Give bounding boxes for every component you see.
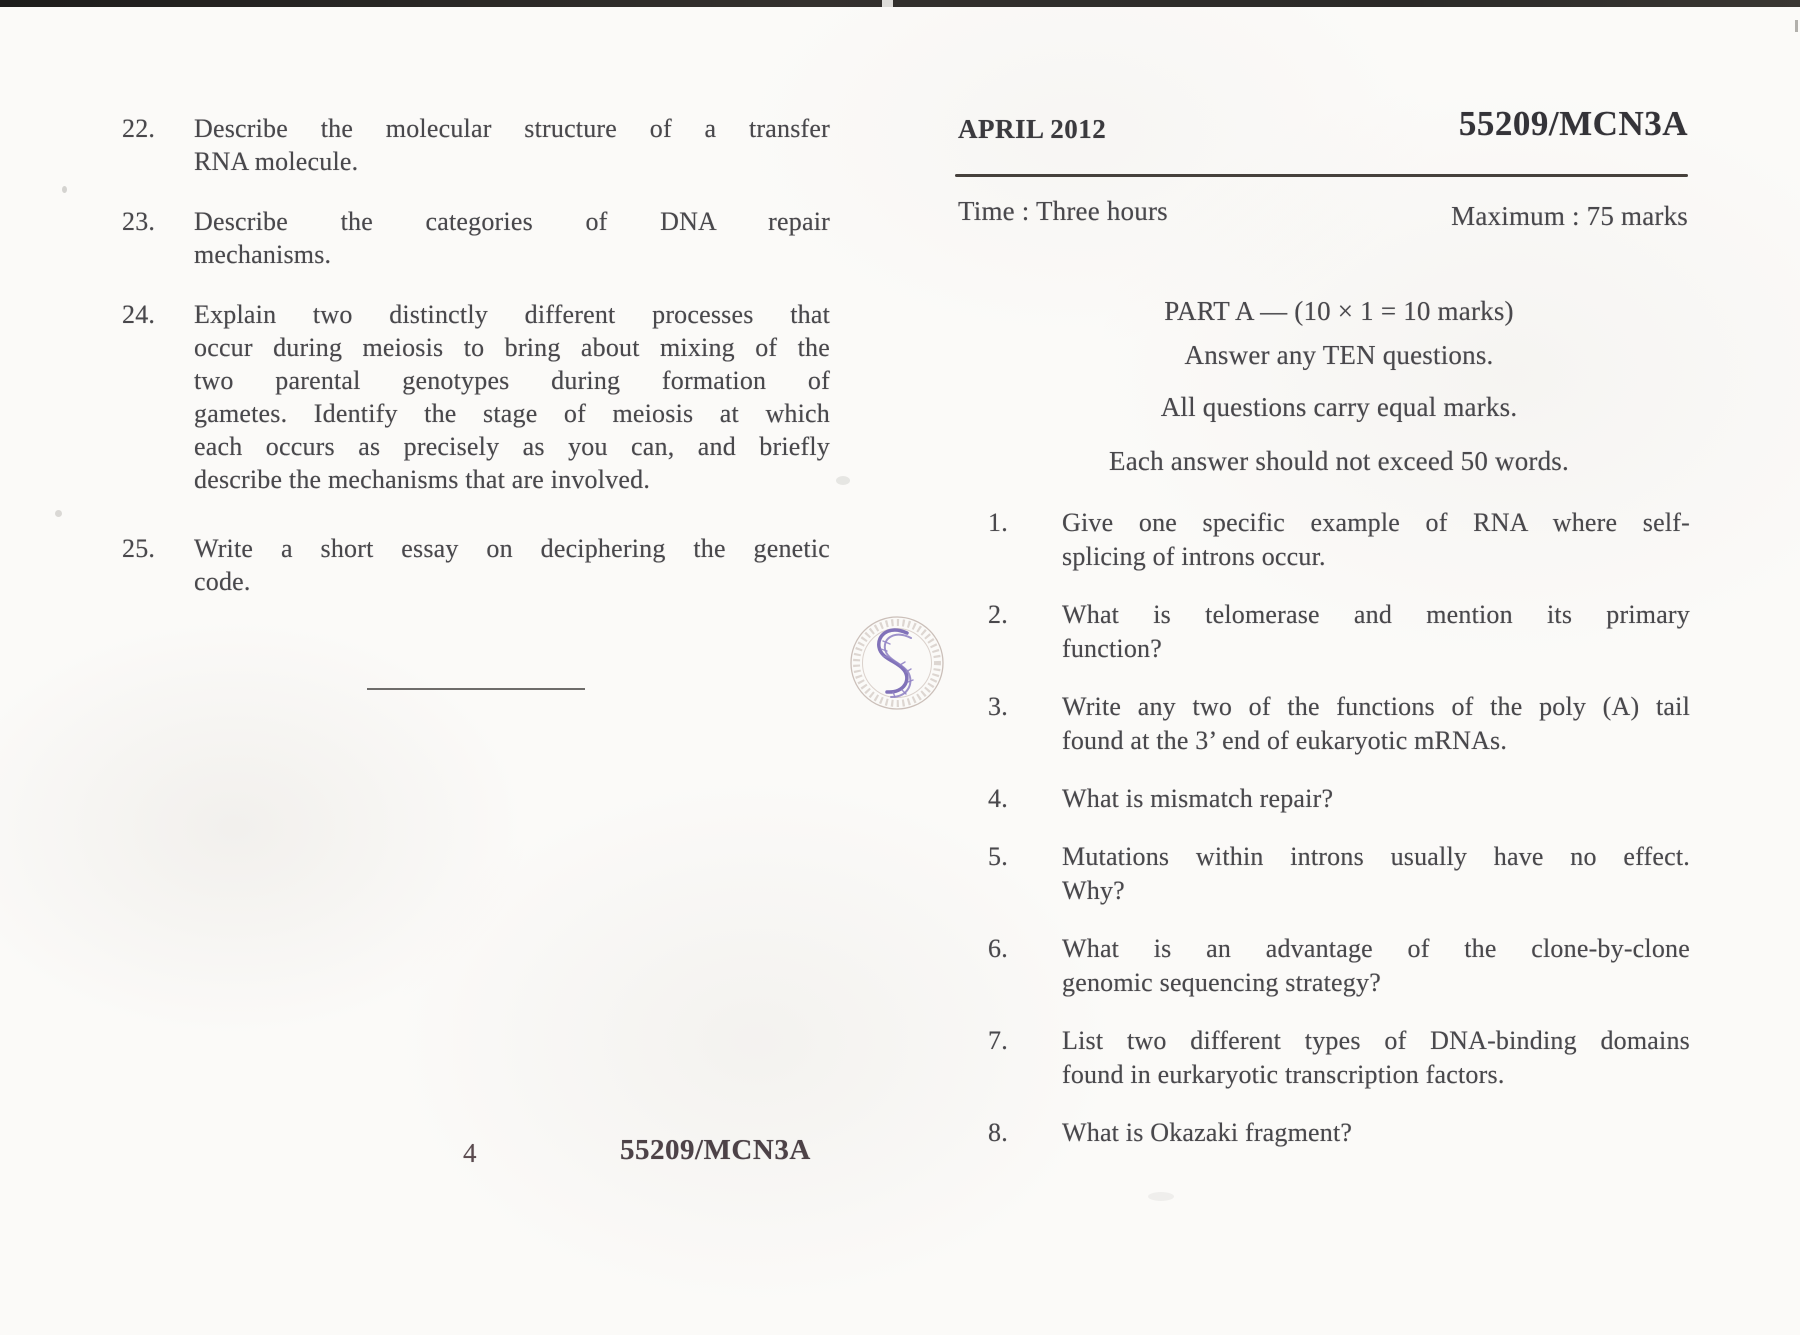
right-page-questions (988, 506, 1690, 1174)
question-text-line: Write any two of the functions of the poly (A) tail (1062, 692, 1690, 721)
question-item (988, 840, 1690, 908)
part-a-heading: PART A — (10 × 1 = 10 marks) (1164, 296, 1514, 326)
question-number: 2. (988, 600, 1008, 629)
question-text (1062, 1024, 1690, 1092)
question-text-line: Give one specific example of RNA where self- (1062, 508, 1690, 537)
time-allowed: Time : Three hours (958, 196, 1168, 226)
question-text-line: mechanisms. (194, 240, 332, 269)
question-text-line: Describe the molecular structure of a transfer (194, 114, 830, 143)
question-text (1062, 1116, 1690, 1150)
question-text-line: code. (194, 567, 251, 596)
question-number: 24. (122, 300, 156, 329)
question-item (988, 1116, 1690, 1150)
maximum-marks: Maximum : 75 marks (1451, 201, 1688, 231)
paper-code: 55209/MCN3A (1458, 104, 1688, 143)
scan-edge-tick (1795, 20, 1798, 32)
question-text-line: What is telomerase and mention its primary (1062, 600, 1690, 629)
question-number: 3. (988, 692, 1008, 721)
question-text-line: Explain two distinctly different processes that (194, 300, 830, 329)
question-text-line: describe the mechanisms that are involved. (194, 465, 651, 494)
scan-edge-bar-notch (882, 0, 893, 7)
page-number: 4 (463, 1138, 477, 1168)
scan-speck (55, 510, 62, 517)
question-text (194, 205, 830, 271)
footer-paper-code: 55209/MCN3A (620, 1134, 811, 1166)
question-text-line: gametes. Identify the stage of meiosis at which (194, 399, 830, 428)
question-item (988, 690, 1690, 758)
part-a-instruction: All questions carry equal marks. (1160, 392, 1518, 422)
section-separator-line (367, 688, 585, 690)
question-text-line: splicing of introns occur. (1062, 542, 1326, 571)
question-item (122, 112, 830, 178)
question-text (1062, 782, 1690, 816)
question-item (122, 205, 830, 271)
question-text-line: Mutations within introns usually have no effect. (1062, 842, 1690, 871)
question-number: 22. (122, 114, 156, 143)
dna-helix-seal-stamp (847, 613, 947, 713)
question-text-line: found at the 3’ end of eukaryotic mRNAs. (1062, 726, 1508, 755)
scan-speck (836, 476, 850, 485)
question-text-line: Write a short essay on deciphering the genetic (194, 534, 830, 563)
question-text (1062, 598, 1690, 666)
question-item (988, 598, 1690, 666)
question-item (122, 532, 830, 598)
question-text-line: found in eurkaryotic transcription factors. (1062, 1060, 1505, 1089)
question-text (194, 532, 830, 598)
question-number: 1. (988, 508, 1008, 537)
question-item (988, 506, 1690, 574)
part-a-instruction: Each answer should not exceed 50 words. (1109, 446, 1569, 476)
question-text-line: What is Okazaki fragment? (1062, 1118, 1353, 1147)
question-number: 5. (988, 842, 1008, 871)
question-text-line: function? (1062, 634, 1162, 663)
question-number: 7. (988, 1026, 1008, 1055)
question-number: 4. (988, 784, 1008, 813)
question-text (1062, 932, 1690, 1000)
question-text-line: Describe the categories of DNA repair (194, 207, 830, 236)
scan-speck (62, 186, 67, 193)
question-text-line: each occurs as precisely as you can, and briefly (194, 432, 830, 461)
question-text (1062, 690, 1690, 758)
question-text-line: RNA molecule. (194, 147, 359, 176)
question-number: 8. (988, 1118, 1008, 1147)
question-text-line: Why? (1062, 876, 1125, 905)
question-item (988, 932, 1690, 1000)
question-number: 25. (122, 534, 156, 563)
header-rule (955, 174, 1688, 177)
exam-session: APRIL 2012 (958, 114, 1107, 144)
question-text (194, 112, 830, 178)
question-text-line: List two different types of DNA-binding domains (1062, 1026, 1690, 1055)
question-item (988, 782, 1690, 816)
left-page-questions (122, 112, 830, 625)
question-item (988, 1024, 1690, 1092)
question-text-line: What is mismatch repair? (1062, 784, 1334, 813)
question-text-line: What is an advantage of the clone-by-clone (1062, 934, 1690, 963)
question-text-line: genomic sequencing strategy? (1062, 968, 1381, 997)
part-a-instruction: Answer any TEN questions. (1184, 340, 1494, 370)
question-item (122, 298, 830, 496)
question-number: 23. (122, 207, 156, 236)
question-text-line: occur during meiosis to bring about mixing of the (194, 333, 830, 362)
scan-speck (1148, 1192, 1174, 1201)
part-a-intro (988, 294, 1690, 488)
scan-edge-bar (0, 0, 1800, 7)
question-text (1062, 506, 1690, 574)
question-number: 6. (988, 934, 1008, 963)
question-text-line: two parental genotypes during formation of (194, 366, 830, 395)
question-text (194, 298, 830, 496)
question-text (1062, 840, 1690, 908)
dna-helix-seal-icon (847, 613, 947, 713)
